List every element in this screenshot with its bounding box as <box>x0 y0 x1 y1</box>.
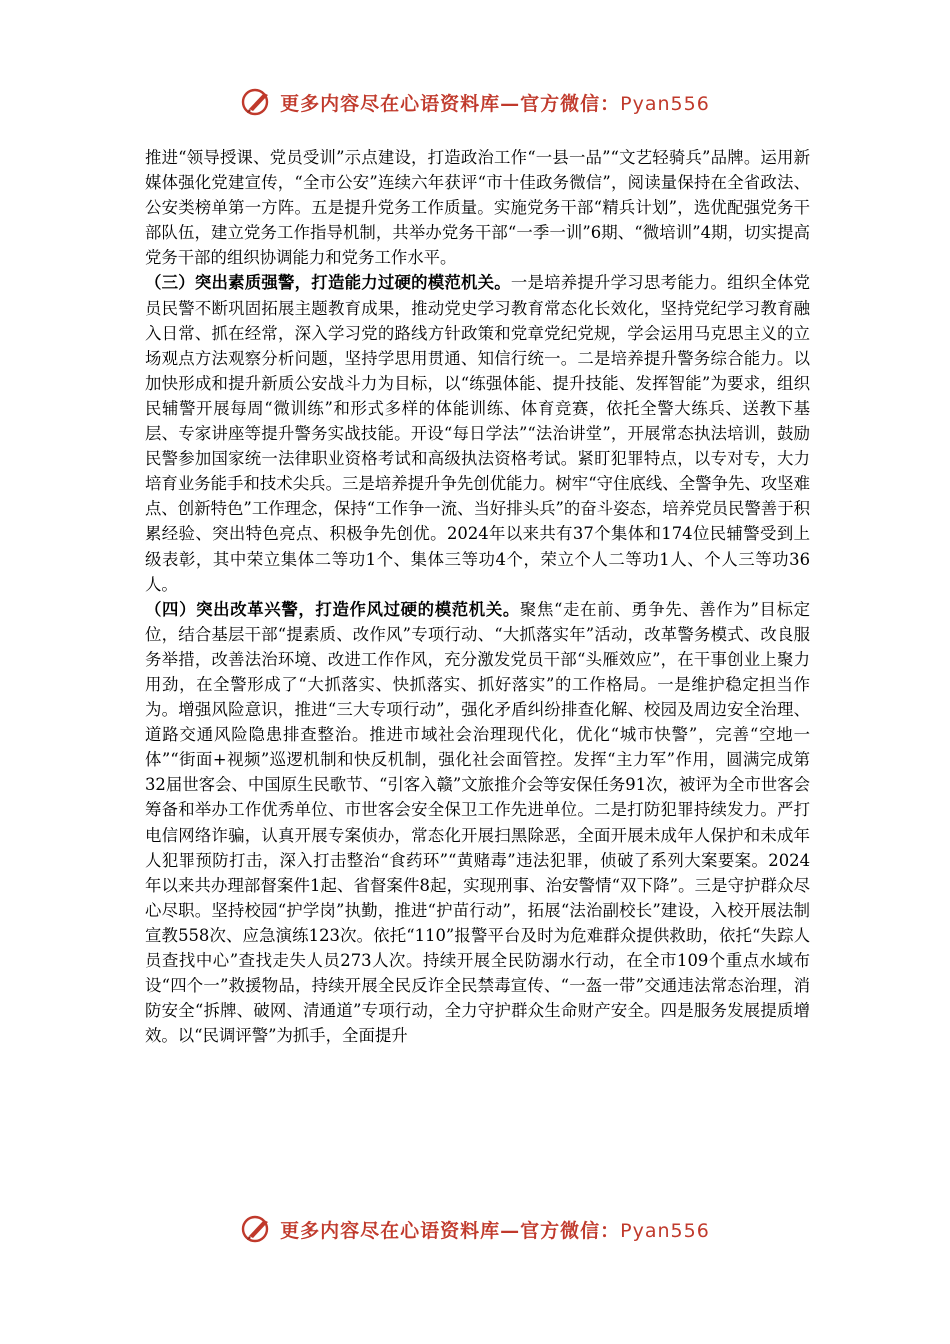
document-body <box>145 145 810 1048</box>
paragraph-2-body: 一是培养提升学习思考能力。组织全体党员民警不断巩固拓展主题教育成果，推动党史学习教育常态化长效化，坚持党纪学习教育融入日常、抓在经常，深入学习党的路线方针政策和党章党纪党规，学会运用马克思主义的立场观点方法观察分析问题，坚持学思用贯通、知信行统一。二是培养提升警务综合能力。以加快形成和提升新质公安战斗力为目标，以“练强体能、提升技能、发挥智能”为要求，组织民辅警开展每周“微训练”和形式多样的体能训练、体育竞赛，依托全警大练兵、送教下基层、专家讲座等提升警务实战技能。开设“每日学法”“法治讲堂”，开展常态执法培训，鼓励民警参加国家统一法律职业资格考试和高级执法资格考试。紧盯犯罪特点，以专对专，大力培育业务能手和技术尖兵。三是培养提升争先创优能力。树牢“守住底线、全警争先、攻坚难点、创新特色”工作理念，保持“工作争一流、当好排头兵”的奋斗姿态，培养党员民警善于积累经验、突出特色亮点、积极争先创优。2024年以来共有37个集体和174位民辅警受到上级表彰，其中荣立集体二等功1个、集体三等功4个，荣立个人二等功1人、个人三等功36人。 <box>145 273 811 594</box>
banner-text: 更多内容尽在心语资料库—官方微信：Pyan556 <box>280 92 710 115</box>
footer-watermark-banner <box>0 1209 950 1249</box>
pen-logo-icon <box>240 1212 274 1246</box>
section-3-heading: （三）突出素质强警，打造能力过硬的模范机关。 <box>145 273 511 293</box>
paragraph-1-body: 推进“领导授课、党员受训”示点建设，打造政治工作“一县一品”“文艺轻骑兵”品牌。运用新媒体强化党建宣传，“全市公安”连续六年获评“市十佳政务微信”，阅读量保持在全省政法、公安类榜单第一方阵。五是提升党务工作质量。实施党务干部“精兵计划”，选优配强党务干部队伍，建立党务工作指导机制，共举办党务干部“一季一训”6期、“微培训”4期，切实提高党务干部的组织协调能力和党务工作水平。 <box>145 148 810 268</box>
paragraph-3-body: 聚焦“走在前、勇争先、善作为”目标定位，结合基层干部“提素质、改作风”专项行动、“大抓落实年”活动，改革警务模式、改良服务举措，改善法治环境、改进工作作风，充分激发党员干部“头雁效应”，在干事创业上聚力用劲，在全警形成了“大抓落实、快抓落实、抓好落实”的工作格局。一是维护稳定担当作为。增强风险意识，推进“三大专项行动”，强化矛盾纠纷排查化解、校园及周边安全治理、道路交通风险隐患排查整治。推进市域社会治理现代化，优化“城市快警”，完善“空地一体”“街面+视频”巡逻机制和快反机制，强化社会面管控。发挥“主力军”作用，圆满完成第32届世客会、中国原生民歌节、“引客入赣”文旅推介会等安保任务91次，被评为全市世客会筹备和举办工作优秀单位、市世客会安全保卫工作先进单位。二是打防犯罪持续发力。严打电信网络诈骗，认真开展专案侦办，常态化开展扫黑除恶，全面开展未成年人保护和未成年人犯罪预防打击，深入打击整治“食药环”“黄赌毒”违法犯罪，侦破了系列大案要案。2024年以来共办理部督案件1起、省督案件8起，实现刑事、治安警情“双下降”。三是守护群众尽心尽职。坚持校园“护学岗”执勤，推进“护苗行动”，拓展“法治副校长”建设，入校开展法制宣教558次、应急演练123次。依托“110”报警平台及时为危难群众提供救助，依托“失踪人员查找中心”查找走失人员273人次。持续开展全民防溺水行动，在全市109个重点水域布设“四个一”救援物品，持续开展全民反诈全民禁毒宣传、“一盔一带”交通违法常态治理，消防安全“拆牌、破网、清通道”专项行动，全力守护群众生命财产安全。四是服务发展提质增效。以“民调评警”为抓手，全面提升 <box>145 599 810 1046</box>
paragraph-2 <box>145 270 810 596</box>
banner-text: 更多内容尽在心语资料库—官方微信：Pyan556 <box>280 1219 710 1242</box>
pen-logo-icon <box>240 85 274 119</box>
paragraph-1 <box>145 145 810 270</box>
section-4-heading: （四）突出改革兴警，打造作风过硬的模范机关。 <box>145 599 520 619</box>
header-watermark-banner <box>0 82 950 122</box>
paragraph-3 <box>145 597 810 1049</box>
